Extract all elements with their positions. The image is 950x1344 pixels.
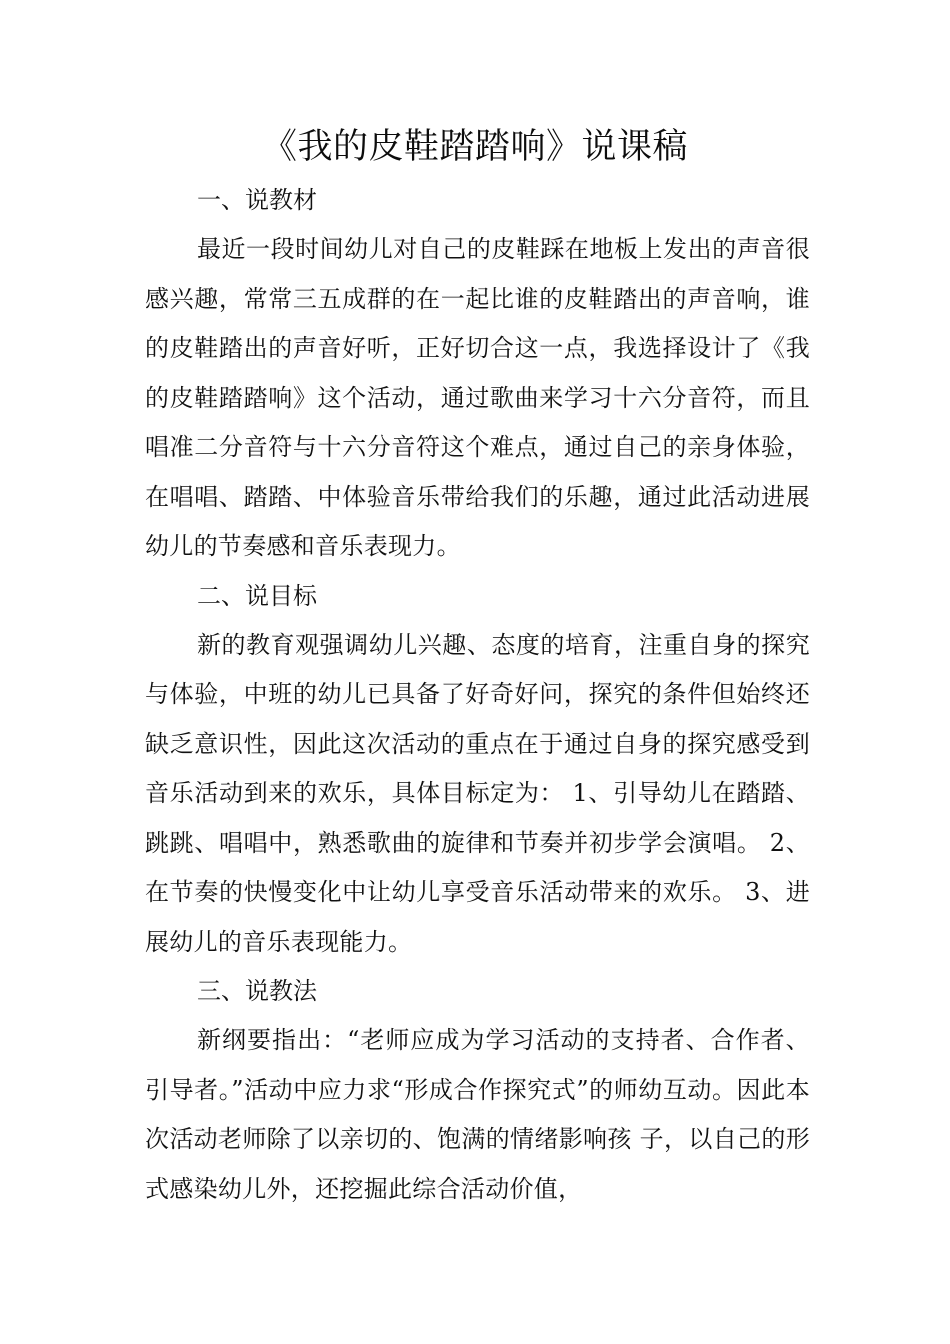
section-heading-teaching-material: 一、说教材 <box>197 186 317 214</box>
document-body <box>145 176 810 1214</box>
section-heading-objectives: 二、说目标 <box>197 581 317 610</box>
document-title: 《我的皮鞋踏踏响》说课稿 <box>261 127 688 167</box>
section-heading-teaching-method: 三、说教法 <box>197 977 317 1005</box>
section-paragraph-teaching-material: 最近一段时间幼儿对自己的皮鞋踩在地板上发出的声音很感兴趣，常常三五成群的在一起比谁的皮鞋踏出的声音响，谁的皮鞋踏出的声音好听，正好切合这一点，我选择设计了《我的皮鞋踏踏响》这个活动，通过歌曲来学习十六分音符，而且唱准二分音符与十六分音符这个难点，通过自己的亲身体验，在唱唱、踏踏、中体验音乐带给我们的乐趣，通过此活动进展幼儿的节奏感和音乐表现力。 <box>145 235 810 560</box>
section-paragraph-objectives: 新的教育观强调幼儿兴趣、态度的培育，注重自身的探究与体验，中班的幼儿已具备了好奇好问，探究的条件但始终还缺乏意识性，因此这次活动的重点在于通过自身的探究感受到音乐活动到来的欢乐，具体目标定为： 1、引导幼儿在踏踏、跳跳、唱唱中，熟悉歌曲的旋律和节奏并初步学会演唱。 2、在节奏的快慢变化中让幼儿享受音乐活动带来的欢乐。 3、进展幼儿的音乐表现能力。 <box>145 630 810 956</box>
section-paragraph-teaching-method: 新纲要指出：“老师应成为学习活动的支持者、合作者、引导者。”活动中应力求“形成合作探究式”的师幼互动。因此本次活动老师除了以亲切的、饱满的情绪影响孩 子，以自己的形式感染幼儿外，还挖掘此综合活动价值， <box>145 1026 810 1203</box>
